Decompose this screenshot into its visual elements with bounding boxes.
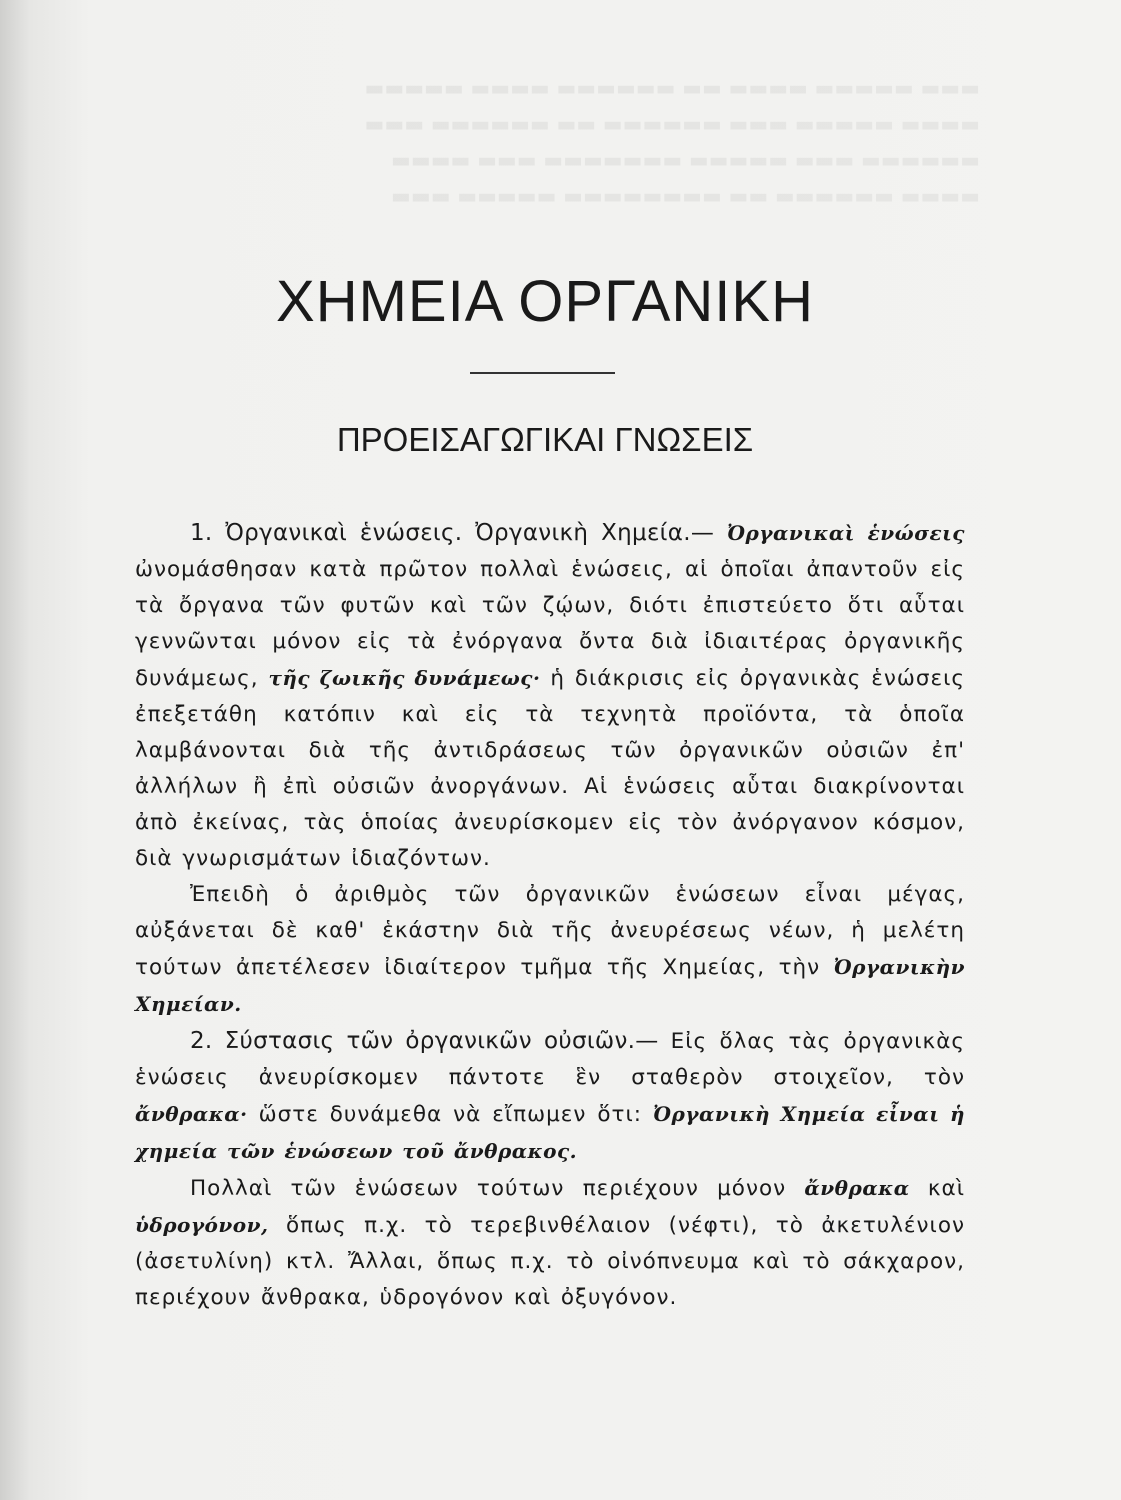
emphasis-definition: Ὀργανικὴ Χημεία εἶναι ἡ χημεία τῶν ἑνώσεων τοῦ ἄνθρακος.: [135, 1102, 966, 1163]
paragraph-text: ἡ διάκρισις εἰς ὀργανικὰς ἑνώσεις ἐπεξετάθη κατόπιν καὶ εἰς τὰ τεχνητὰ προϊόντα, τὰ ὁποῖα λαμβάνονται διὰ τῆς ἀντιδράσεως τῶν ὀργανικῶν οὐσιῶν ἐπ' ἀλλήλων ἢ ἐπὶ οὐσιῶν ἀνοργάνων. Αἱ ἑνώσεις αὗται διακρίνονται ἀπὸ ἐκείνας, τὰς ὁποίας ἀνευρίσκομεν εἰς τὸν ἀνόργανον κόσμον, διὰ γνωρισμάτων ἰδιαζόντων.: [135, 666, 966, 871]
section-subtitle: ΠΡΟΕΙΣΑΓΩΓΙΚΑΙ ΓΝΩΣΕΙΣ: [336, 421, 754, 458]
paragraph-text: Ἐπειδὴ ὁ ἀριθμὸς τῶν ὀργανικῶν ἑνώσεων εἶναι μέγας, αὐξάνεται δὲ καθ' ἑκάστην διὰ τῆς ἀνευρέσεως νέων, ἡ μελέτη τούτων ἀπετέλεσεν ἰδιαίτερον τμῆμα τῆς Χημείας, τὴν: [135, 882, 965, 980]
title-divider: [470, 372, 615, 374]
body-text: [135, 515, 965, 1316]
paragraph-text: Πολλαὶ τῶν ἑνώσεων τούτων περιέχουν μόνον: [190, 1176, 805, 1201]
paragraph-text: ὅπως π.χ. τὸ τερεβινθέλαιον (νέφτι), τὸ ἀκετυλένιον (ἀσετυλίνη) κτλ. Ἄλλαι, ὅπως π.χ. τὸ οἰνόπνευμα καὶ τὸ σάκχαρον, περιέχουν ἄνθρακα, ὑδρογόνον καὶ ὀξυγόνον.: [135, 1213, 965, 1310]
paragraph-text: ὥστε δυνάμεθα νὰ εἴπωμεν ὅτι:: [247, 1102, 653, 1127]
emphasis-term: Ὀργανικὴν Χημείαν.: [135, 955, 965, 1016]
emphasis-term: Ὀργανικαὶ ἑνώσεις: [726, 521, 965, 545]
paragraph: [135, 1023, 965, 1170]
emphasis-term: ἄνθρακα·: [135, 1102, 248, 1126]
section-heading: 2. Σύστασις τῶν ὀργανικῶν οὐσιῶν.—: [190, 1028, 671, 1054]
emphasis-term: ὑδρογόνον,: [135, 1213, 269, 1237]
paragraph: [135, 515, 965, 877]
section-heading: 1. Ὀργανικαὶ ἑνώσεις. Ὀργανικὴ Χημεία.—: [190, 520, 727, 546]
bleed-through-texture: ▬▬▬ ▬▬▬▬▬ ▬▬▬▬ ▬▬ ▬▬▬▬▬▬ ▬▬▬▬ ▬▬▬▬▬ ▬▬▬▬ ▬▬▬▬▬ ▬▬▬ ▬▬▬▬▬▬ ▬▬ ▬▬▬▬▬▬ ▬▬▬ ▬▬▬▬▬▬ ▬▬▬ ▬▬▬▬▬ ▬▬▬▬▬▬▬ ▬▬▬ ▬▬▬▬ ▬▬▬▬ ▬▬▬▬▬▬ ▬▬ ▬▬▬▬▬▬▬▬ ▬▬▬▬▬ ▬▬▬: [364, 76, 980, 208]
paragraph-text: ὠνομάσθησαν κατὰ πρῶτον πολλαὶ ἑνώσεις, αἱ ὁποῖαι ἀπαντοῦν εἰς τὰ ὄργανα τῶν φυτῶν καὶ τῶν ζῴων, διότι ἐπιστεύετο ὅτι αὗται γεννῶνται μόνον εἰς τὰ ἐνόργανα ὄντα διὰ ἰδιαιτέρας ὀργανικῆς δυνάμεως,: [135, 557, 965, 691]
page-title: ΧΗΜΕΙΑ ΟΡΓΑΝΙΚΗ: [276, 269, 814, 334]
emphasis-term: τῆς ζωικῆς δυνάμεως·: [268, 666, 541, 690]
paragraph-text: καὶ: [909, 1176, 965, 1201]
paragraph: [135, 1170, 965, 1316]
emphasis-term: ἄνθρακα: [804, 1176, 910, 1200]
paragraph-text: Εἰς ὅλας τὰς ὀργανικὰς ἑνώσεις ἀνευρίσκομεν πάντοτε ἓν σταθερὸν στοιχεῖον, τὸν: [135, 1029, 965, 1090]
paragraph: [135, 877, 965, 1023]
